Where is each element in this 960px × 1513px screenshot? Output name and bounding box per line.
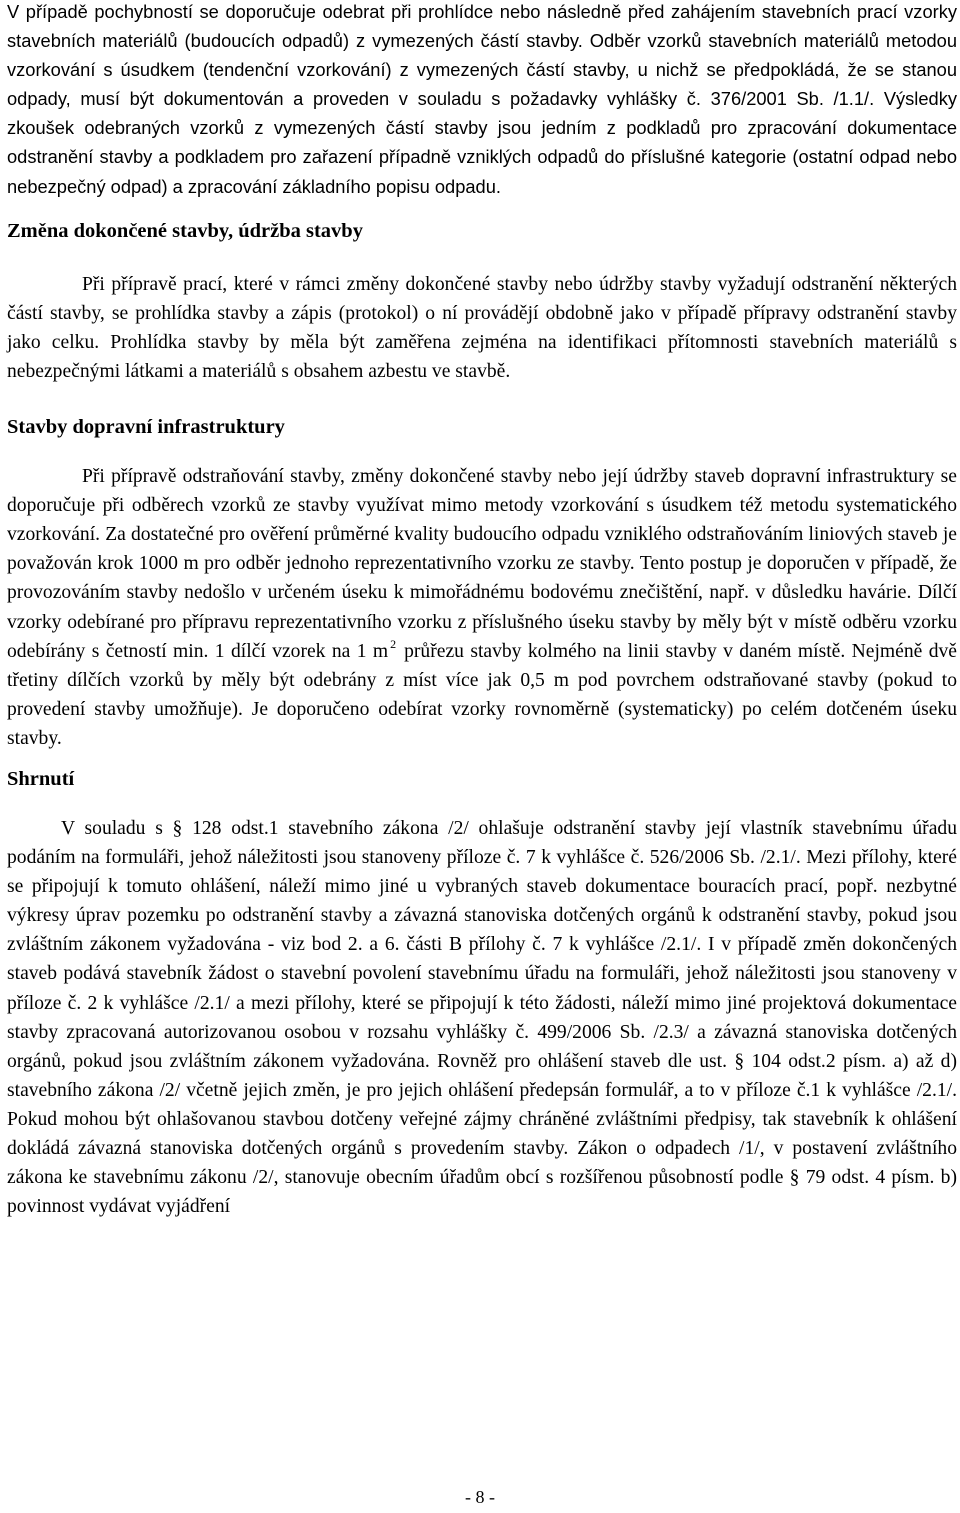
- transport-text-part-1: Při přípravě odstraňování stavby, změny dokončené stavby nebo její údržby staveb dopravní infrastruktury se doporučuje při odběrech vzorků ze stavby využívat mimo metody vzorkování s úsudkem též metodu systematického vzorkování. Za dostatečné pro ověření průměrné kvality budoucího odpadu vzniklého odstraňováním liniových staveb je považován krok 1000 m pro odběr jednoho reprezentativního vzorku ze stavby. Tento postup je doporučen v případě, že provozováním stavby nedošlo v určeném úseku k mimořádnému bodovému znečištění, např. v důsledku havárie. Dílčí vzorky odebírané pro přípravu reprezentativního vzorku z příslušného úseku stavby by měly být v místě odběru vzorku odebírány s četností min. 1 dílčí vzorek na 1 m: [7, 466, 957, 662]
- section-heading-summary: Shrnutí: [7, 767, 75, 790]
- document-page: [7, 0, 957, 1221]
- intro-paragraph: V případě pochybností se doporučuje odebrat při prohlídce nebo následně před zahájením stavebních prací vzorky stavebních materiálů (budoucích odpadů) z vymezených částí stavby. Odběr vzorků stavebních materiálů metodou vzorkování s úsudkem (tendenční vzorkování) z vymezených částí stavby, u nichž se předpokládá, že se stanou odpady, musí být dokumentován a proveden v souladu s požadavky vyhlášky č. 376/2001 Sb. /1.1/. Výsledky zkoušek odebraných vzorků z vymezených částí stavby jsou jedním z podkladů pro zpracování dokumentace odstranění stavby a podkladem pro zařazení případně vzniklých odpadů do příslušné kategorie (ostatní odpad nebo nebezpečný odpad) a zpracování základního popisu odpadu.: [7, 1, 957, 197]
- section-heading-change-of-building: Změna dokončené stavby, údržba stavby: [7, 219, 363, 242]
- section-text-summary: V souladu s § 128 odst.1 stavebního zákona /2/ ohlašuje odstranění stavby její vlastník stavebnímu úřadu podáním na formuláři, jehož náležitosti jsou stanoveny příloze č. 7 k vyhlášce č. 526/2006 Sb. /2.1/. Mezi přílohy, které se připojují k tomuto ohlášení, náleží mimo jiné u vybraných staveb dokumentace bouracích prací, popř. nezbytné výkresy úprav pozemku po odstranění stavby a závazná stanoviska dotčených orgánů k odstranění stavby, pokud jsou zvláštním zákonem vyžadována - viz bod 2. a 6. části B přílohy č. 7 k vyhlášce /2.1/. I v případě změn dokončených staveb podává stavebník žádost o stavební povolení stavebnímu úřadu na formuláři, jehož náležitosti jsou stanoveny v příloze č. 2 k vyhlášce /2.1/ a mezi přílohy, které se připojují k této žádosti, náleží mimo jiné projektová dokumentace stavby zpracovaná autorizovanou osobou v rozsahu vyhlášky č. 499/2006 Sb. /2.3/ a závazná stanoviska dotčených orgánů, pokud jsou zvláštním zákonem vyžadována. Rovněž pro ohlášení staveb dle ust. § 104 odst.2 písm. a) až d) stavebního zákona /2/ včetně jejich změn, je pro jejich ohlášení předepsán formulář, a to v příloze č.1 k vyhlášce /2.1/. Pokud mohou být ohlašovanou stavbou dotčeny veřejné zájmy chráněné zvláštními předpisy, tak stavebník k ohlášení dokládá závazná stanoviska dotčených orgánů s provedením stavby. Zákon o odpadech /1/, v postavení zvláštního zákona ke stavebnímu zákonu /2/, stanovuje obecním úřadům obcí s rozšířenou působností podle § 79 odst. 4 písm. b) povinnost vydávat vyjádření: [7, 817, 957, 1218]
- section-heading-transport-infrastructure: Stavby dopravní infrastruktury: [7, 416, 285, 439]
- transport-text-part-2: průřezu stavby kolmého na linii stavby v daném místě. Nejméně dvě třetiny dílčích vzorků by měly být odebrány z míst více jak 0,5 m pod povrchem odstraňované stavby (pokud to provedení stavby umožňuje). Je doporučeno odebírat vzorky rovnoměrně (systematicky) po celém dotčeném úseku stavby.: [7, 640, 957, 749]
- square-meter-superscript: 2: [390, 636, 397, 651]
- page-number: - 8 -: [465, 1487, 495, 1507]
- section-text-transport-infrastructure: [7, 462, 957, 753]
- section-text-change-of-building: Při přípravě prací, které v rámci změny dokončené stavby nebo údržby stavby vyžadují odstranění některých částí stavby, se prohlídka stavby a zápis (protokol) o ní provádějí obdobně jako v případě přípravy odstranění stavby jako celku. Prohlídka stavby by měla být zaměřena zejména na identifikaci přítomnosti stavebních materiálů s nebezpečnými látkami a materiálů s obsahem azbestu ve stavbě.: [7, 273, 957, 382]
